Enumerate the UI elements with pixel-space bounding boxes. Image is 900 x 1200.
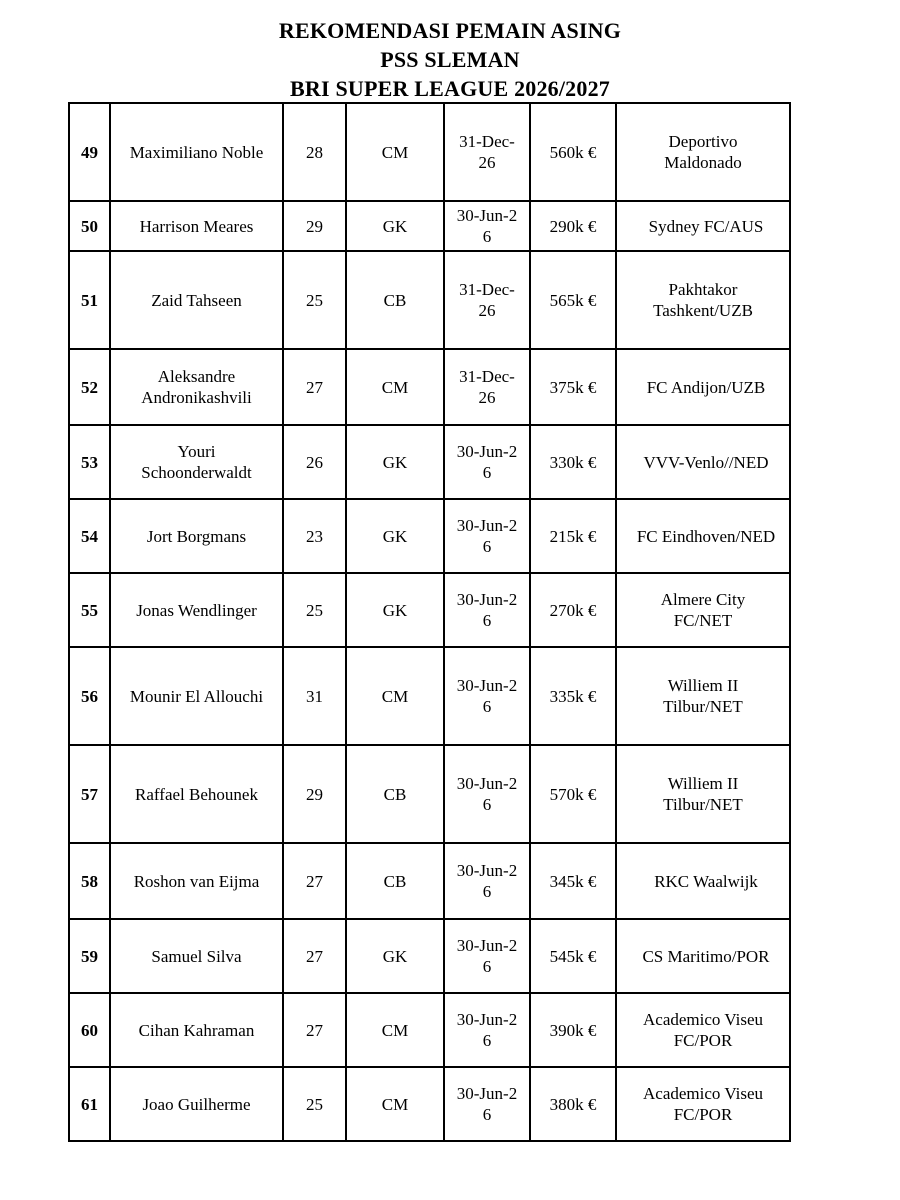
player-position: CB xyxy=(346,745,444,843)
player-name: Raffael Behounek xyxy=(110,745,283,843)
player-age: 29 xyxy=(283,201,346,251)
player-number: 49 xyxy=(69,103,110,201)
contract-expiry xyxy=(444,993,530,1067)
contract-expiry-text: 30-Jun-26 xyxy=(456,1084,518,1124)
player-name: Zaid Tahseen xyxy=(110,251,283,349)
player-number: 54 xyxy=(69,499,110,573)
player-position: GK xyxy=(346,573,444,647)
player-name: Samuel Silva xyxy=(110,919,283,993)
market-value: 215k € xyxy=(530,499,616,573)
market-value: 570k € xyxy=(530,745,616,843)
player-club xyxy=(616,251,790,349)
player-name: Harrison Meares xyxy=(110,201,283,251)
market-value: 560k € xyxy=(530,103,616,201)
contract-expiry xyxy=(444,201,530,251)
player-number: 57 xyxy=(69,745,110,843)
player-number: 52 xyxy=(69,349,110,425)
player-position: CM xyxy=(346,103,444,201)
player-club-text: Deportivo Maldonado xyxy=(664,132,742,172)
player-club-text: Almere City FC/NET xyxy=(660,590,746,630)
contract-expiry xyxy=(444,919,530,993)
player-club xyxy=(616,993,790,1067)
player-number: 58 xyxy=(69,843,110,919)
table-row xyxy=(69,647,790,745)
player-number: 59 xyxy=(69,919,110,993)
contract-expiry-text: 30-Jun-26 xyxy=(456,1010,518,1050)
player-position: CB xyxy=(346,251,444,349)
table-row xyxy=(69,349,790,425)
player-number: 51 xyxy=(69,251,110,349)
player-club xyxy=(616,103,790,201)
contract-expiry-text: 30-Jun-26 xyxy=(456,516,518,556)
player-age: 25 xyxy=(283,251,346,349)
player-club-text: VVV-Venlo//NED xyxy=(643,452,769,472)
contract-expiry xyxy=(444,251,530,349)
contract-expiry-text: 31-Dec-26 xyxy=(459,367,515,407)
contract-expiry-text: 31-Dec-26 xyxy=(459,132,515,172)
contract-expiry xyxy=(444,499,530,573)
player-age: 23 xyxy=(283,499,346,573)
player-name-text: Aleksandre Andronikashvili xyxy=(141,367,252,407)
market-value: 380k € xyxy=(530,1067,616,1141)
player-position: GK xyxy=(346,201,444,251)
player-position: CM xyxy=(346,993,444,1067)
player-position: GK xyxy=(346,919,444,993)
player-number: 50 xyxy=(69,201,110,251)
player-club-text: Academico Viseu FC/POR xyxy=(643,1010,763,1050)
table-row xyxy=(69,843,790,919)
player-name: Jort Borgmans xyxy=(110,499,283,573)
contract-expiry xyxy=(444,103,530,201)
player-club xyxy=(616,919,790,993)
market-value: 330k € xyxy=(530,425,616,499)
player-club-text: RKC Waalwijk xyxy=(654,871,758,891)
player-position: GK xyxy=(346,425,444,499)
player-position: CB xyxy=(346,843,444,919)
document-title xyxy=(0,16,900,103)
table-row xyxy=(69,745,790,843)
player-age: 27 xyxy=(283,919,346,993)
player-age: 27 xyxy=(283,843,346,919)
table-row xyxy=(69,993,790,1067)
market-value: 565k € xyxy=(530,251,616,349)
player-name: Jonas Wendlinger xyxy=(110,573,283,647)
player-position: GK xyxy=(346,499,444,573)
table-row xyxy=(69,499,790,573)
player-age: 27 xyxy=(283,349,346,425)
contract-expiry-text: 31-Dec-26 xyxy=(459,280,515,320)
player-club xyxy=(616,1067,790,1141)
player-name: Mounir El Allouchi xyxy=(110,647,283,745)
player-club xyxy=(616,201,790,251)
player-club-text: Pakhtakor Tashkent/UZB xyxy=(653,280,753,320)
market-value: 375k € xyxy=(530,349,616,425)
player-number: 60 xyxy=(69,993,110,1067)
contract-expiry-text: 30-Jun-26 xyxy=(456,206,518,246)
player-position: CM xyxy=(346,647,444,745)
player-name: Maximiliano Noble xyxy=(110,103,283,201)
player-club-text: CS Maritimo/POR xyxy=(642,946,770,966)
title-line-2: PSS SLEMAN xyxy=(380,47,520,72)
player-club xyxy=(616,349,790,425)
player-club-text: FC Andijon/UZB xyxy=(646,377,766,397)
contract-expiry xyxy=(444,573,530,647)
player-table-body xyxy=(69,103,790,1141)
player-name-text: Youri Schoonderwaldt xyxy=(141,442,252,482)
table-row xyxy=(69,919,790,993)
player-club-text: FC Eindhoven/NED xyxy=(636,526,776,546)
player-age: 31 xyxy=(283,647,346,745)
player-number: 56 xyxy=(69,647,110,745)
contract-expiry xyxy=(444,843,530,919)
player-number: 55 xyxy=(69,573,110,647)
player-name: Joao Guilherme xyxy=(110,1067,283,1141)
player-age: 27 xyxy=(283,993,346,1067)
player-club xyxy=(616,647,790,745)
player-table xyxy=(68,102,791,1142)
player-age: 26 xyxy=(283,425,346,499)
title-line-1: REKOMENDASI PEMAIN ASING xyxy=(278,18,622,43)
title-line-3: BRI SUPER LEAGUE 2026/2027 xyxy=(290,76,610,101)
player-name xyxy=(110,349,283,425)
player-age: 25 xyxy=(283,1067,346,1141)
market-value: 545k € xyxy=(530,919,616,993)
table-row xyxy=(69,103,790,201)
market-value: 345k € xyxy=(530,843,616,919)
player-club-text: Sydney FC/AUS xyxy=(648,216,764,236)
player-club-text: Williem II Tilbur/NET xyxy=(663,774,743,814)
table-row xyxy=(69,201,790,251)
player-name: Cihan Kahraman xyxy=(110,993,283,1067)
player-name xyxy=(110,425,283,499)
player-position: CM xyxy=(346,1067,444,1141)
contract-expiry-text: 30-Jun-26 xyxy=(456,590,518,630)
player-club xyxy=(616,745,790,843)
contract-expiry xyxy=(444,745,530,843)
contract-expiry-text: 30-Jun-26 xyxy=(456,676,518,716)
player-club xyxy=(616,499,790,573)
table-row xyxy=(69,573,790,647)
market-value: 290k € xyxy=(530,201,616,251)
contract-expiry xyxy=(444,349,530,425)
player-club xyxy=(616,425,790,499)
table-row xyxy=(69,425,790,499)
player-age: 25 xyxy=(283,573,346,647)
contract-expiry-text: 30-Jun-26 xyxy=(456,936,518,976)
player-club xyxy=(616,573,790,647)
player-club-text: Williem II Tilbur/NET xyxy=(663,676,743,716)
contract-expiry-text: 30-Jun-26 xyxy=(456,442,518,482)
market-value: 335k € xyxy=(530,647,616,745)
player-club xyxy=(616,843,790,919)
player-name: Roshon van Eijma xyxy=(110,843,283,919)
contract-expiry xyxy=(444,647,530,745)
table-row xyxy=(69,1067,790,1141)
player-number: 61 xyxy=(69,1067,110,1141)
player-club-text: Academico Viseu FC/POR xyxy=(643,1084,763,1124)
table-row xyxy=(69,251,790,349)
contract-expiry-text: 30-Jun-26 xyxy=(456,774,518,814)
market-value: 390k € xyxy=(530,993,616,1067)
market-value: 270k € xyxy=(530,573,616,647)
contract-expiry-text: 30-Jun-26 xyxy=(456,861,518,901)
contract-expiry xyxy=(444,1067,530,1141)
player-age: 29 xyxy=(283,745,346,843)
contract-expiry xyxy=(444,425,530,499)
player-position: CM xyxy=(346,349,444,425)
player-age: 28 xyxy=(283,103,346,201)
player-number: 53 xyxy=(69,425,110,499)
